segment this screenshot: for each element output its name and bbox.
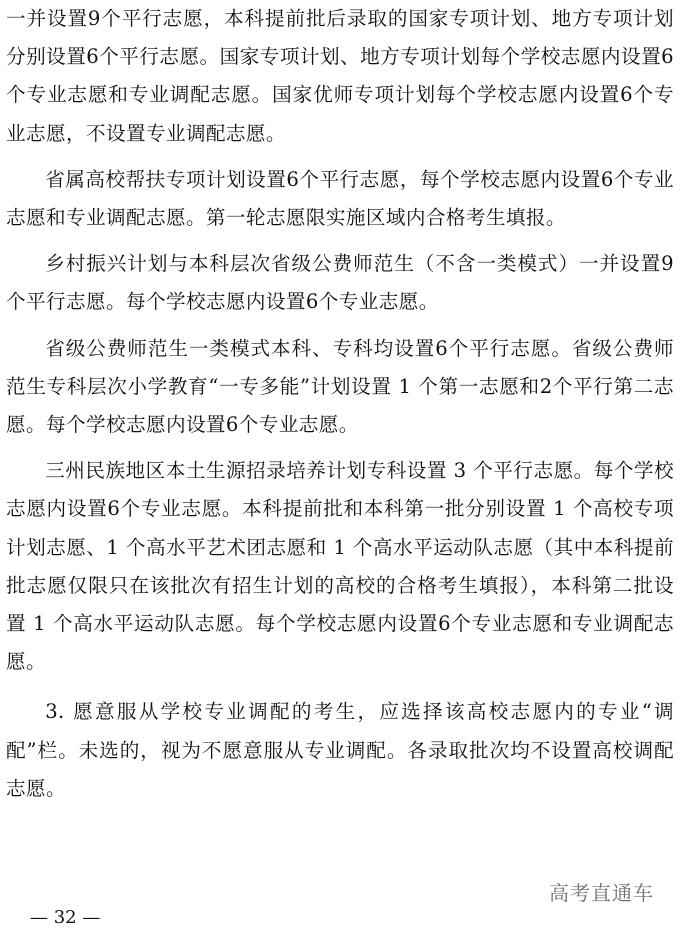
paragraph-ethnic-region-plan: 三州民族地区本土生源招录培养计划专科设置 3 个平行志愿。每个学校志愿内设置6个专业志愿。本科提前批和本科第一批分别设置 1 个高校专项计划志愿、1 个高水平艺术团志愿和 1 个高水平运动队志愿（其中本科提前批志愿仅限只在该批次有招生计划的高校的合格考生填报），本科第二批设置 1 个高水平运动队志愿。每个学校志愿内设置6个专业志愿和专业调配志愿。 [6,459,674,674]
paragraph-provincial-support-plan: 省属高校帮扶专项计划设置6个平行志愿，每个学校志愿内设置6个专业志愿和专业调配志愿。第一轮志愿限实施区域内合格考生填报。 [6,167,674,230]
paragraph-rural-revitalization: 乡村振兴计划与本科层次省级公费师范生（不含一类模式）一并设置9个平行志愿。每个学校志愿内设置6个专业志愿。 [6,252,674,314]
paragraph-public-funded-teachers: 省级公费师范生一类模式本科、专科均设置6个平行志愿。省级公费师范生专科层次小学教育“一专多能”计划设置 1 个第一志愿和2个平行第二志愿。每个学校志愿内设置6个专业志愿。 [6,336,674,437]
paragraph-major-adjustment: 3. 愿意服从学校专业调配的考生，应选择该高校志愿内的专业“调配”栏。未选的，视为不愿意服从专业调配。各录取批次均不设置高校调配志愿。 [6,700,674,800]
page-number: — 32 — [30,907,101,928]
watermark: 高考直通车 [549,881,654,905]
document-page [6,0,674,808]
paragraph-volunteer-settings: 一并设置9个平行志愿，本科提前批后录取的国家专项计划、地方专项计划分别设置6个平行志愿。国家专项计划、地方专项计划每个学校志愿内设置6个专业志愿和专业调配志愿。国家优师专项计划每个学校志愿内设置6个专业志愿，不设置专业调配志愿。 [6,7,674,145]
